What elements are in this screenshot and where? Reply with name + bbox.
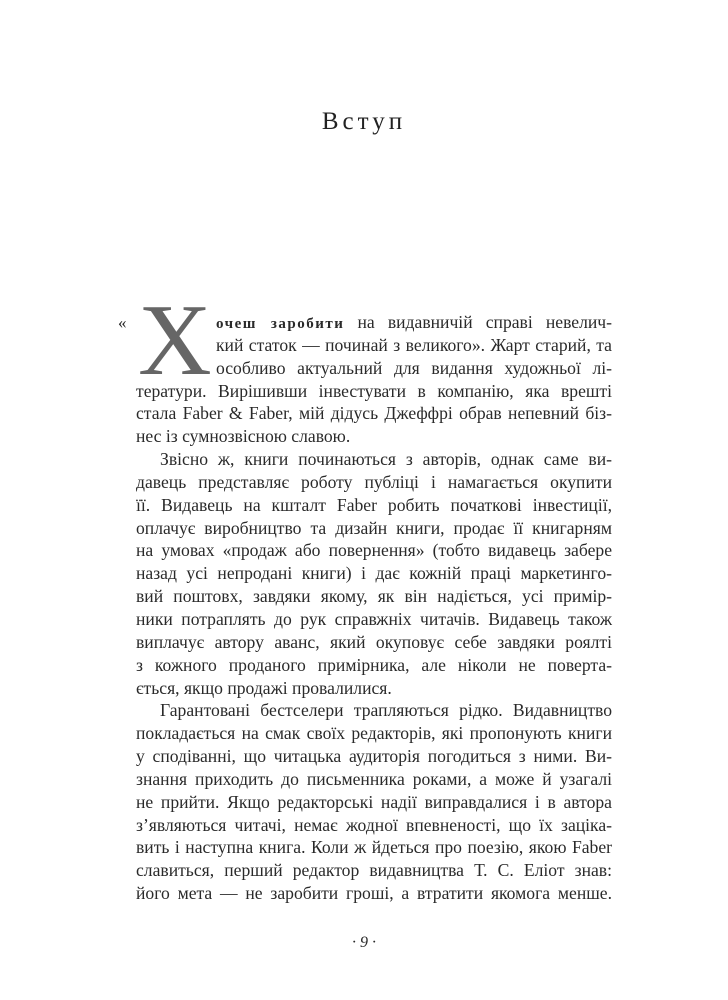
text-line: вий поштовх, завдяки якому, як він надіється, усі примір- (136, 586, 612, 607)
page-number: · 9 · (352, 934, 376, 951)
text-line: назад усі непродані книги) і дає кожній праці маркетинго- (136, 563, 612, 584)
text-line: кий статок — починай з великого». Жарт старий, та (216, 334, 612, 355)
body-text (136, 311, 612, 905)
text-line: особливо актуальний для видання художньої лі- (216, 357, 612, 378)
drop-cap: Х (138, 284, 212, 397)
text-line: стала Faber & Faber, мій дідусь Джеффрі обрав непевний біз- (136, 403, 612, 424)
text-line: з’являються читачі, немає жодної впевненості, що їх заціка- (136, 814, 612, 835)
text-line: на умовах «продаж або повернення» (тобто видавець забере (136, 540, 612, 561)
text-line: її. Видавець на кшталт Faber робить початкові інвестиції, (136, 494, 612, 515)
text-line: ється, якщо продажі провалилися. (136, 677, 392, 698)
small-caps-lead: очеш заробити (216, 316, 345, 332)
text-line (216, 311, 612, 334)
text-line: виплачує автору аванс, який окуповує себе завдяки роялті (136, 631, 612, 652)
text-line: тератури. Вирішивши інвестувати в компанію, яка врешті (136, 380, 612, 401)
text-line: ники потраплять до рук справжніх читачів. Видавець також (136, 608, 612, 629)
text-line-content: на видавничій справі невелич- (344, 312, 612, 332)
text-line: вить і наступна книга. Коли ж йдеться про поезію, якою Faber (136, 837, 612, 858)
text-line: оплачує виробництво та дизайн книги, продає її книгарням (136, 517, 612, 538)
text-line: покладається на смак своїх редакторів, які пропонують книги (136, 723, 612, 744)
text-line: у сподіванні, що читацька аудиторія погодиться з ними. Ви- (136, 746, 612, 767)
text-line: славиться, перший редактор видавництва Т. С. Еліот знав: (136, 860, 612, 881)
text-line: не прийти. Якщо редакторські надії виправдалися і в автора (136, 791, 612, 812)
text-line: з кожного проданого примірника, але ніколи не поверта- (136, 654, 612, 675)
opening-quote: « (118, 313, 127, 332)
chapter-title: Вступ (321, 108, 407, 135)
text-line: знання приходить до письменника роками, а може й узагалі (136, 768, 612, 789)
text-line: нес із сумнозвісною славою. (136, 426, 351, 447)
text-line: Гарантовані бестселери трапляються рідко. Видавництво (160, 700, 612, 721)
text-line: давець представляє роботу публіці і намагається окупити (136, 471, 612, 492)
text-line: Звісно ж, книги починаються з авторів, однак саме ви- (160, 449, 612, 470)
text-line: його мета — не заробити гроші, а втратити якомога менше. (136, 883, 612, 904)
